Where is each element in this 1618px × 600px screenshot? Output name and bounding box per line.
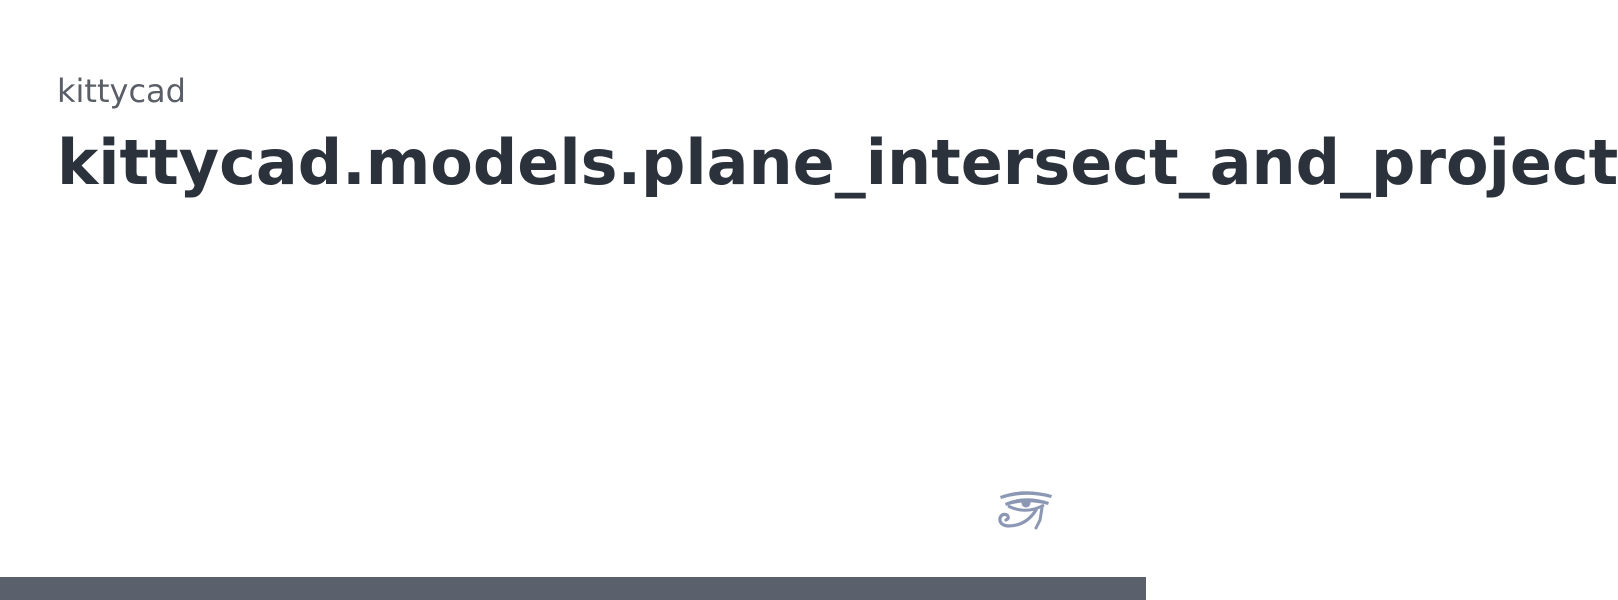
eye-of-horus-icon bbox=[996, 488, 1056, 532]
module-title: kittycad.models.plane_intersect_and_project bbox=[57, 126, 1618, 199]
logo-spiral bbox=[1000, 510, 1036, 526]
logo-pupil bbox=[1022, 499, 1031, 508]
logo-brow bbox=[1000, 491, 1052, 499]
bottom-bar bbox=[0, 577, 1146, 600]
package-name: kittycad bbox=[57, 72, 186, 110]
